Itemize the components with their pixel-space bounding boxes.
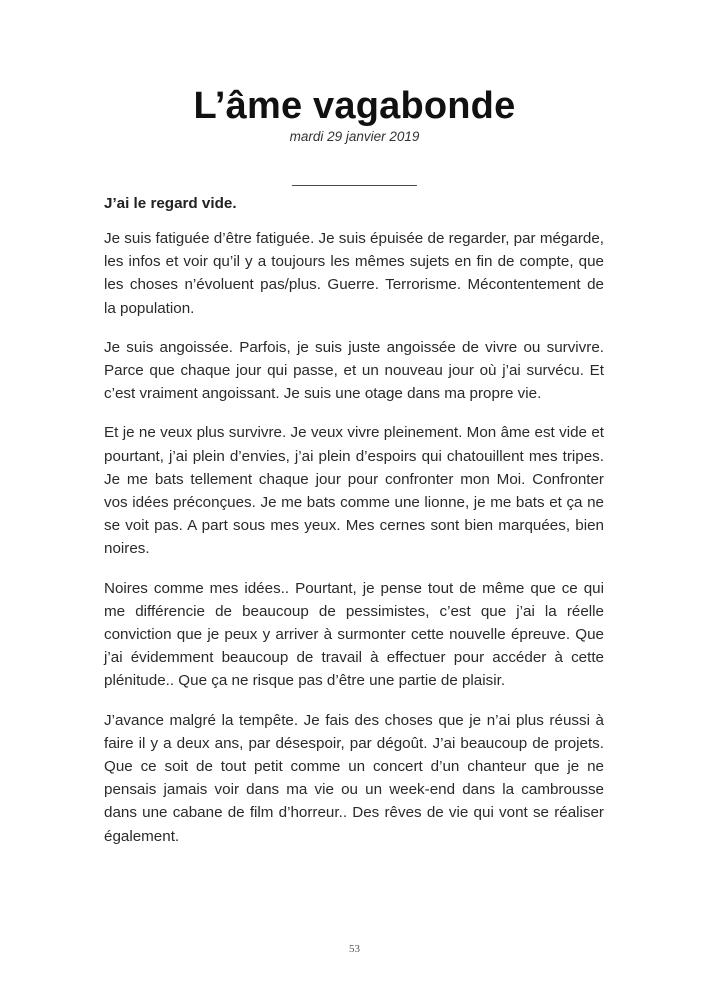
paragraph-3: Et je ne veux plus survivre. Je veux vivre pleinement. Mon âme est vide et pourtant, j’ai plein d’envies, j’ai plein d’espoirs qui chatouillent mes tripes. Je me bats tellement chaque jour pour confronter mon Moi. Confronter vos idées préconçues. Je me bats comme une lionne, je me bats et ça ne se voit pas. A part sous mes yeux. Mes cernes sont bien marquées, bien noires. [104, 424, 604, 558]
separator-line: ________________ [292, 170, 417, 186]
article-body [104, 192, 604, 864]
paragraph-5: J’avance malgré la tempête. Je fais des choses que je n’ai plus réussi à faire il y a deux ans, par désespoir, par dégoût. J’ai beaucoup de projets. Que ce soit de tout petit comme un concert d’un chanteur que je ne pensais jamais voir dans ma vie ou un week-end dans la cambrousse dans une cabane de film d’horreur.. Des rêves de vie qui vont se réaliser également. [104, 711, 604, 845]
page-title: L’âme vagabonde [193, 85, 516, 127]
lead-sentence: J’ai le regard vide. [104, 195, 237, 212]
paragraph-2: Je suis angoissée. Parfois, je suis juste angoissée de vivre ou survivre. Parce que chaque jour qui passe, et un nouveau jour où j’ai survécu. Et c’est vraiment angoissant. Je suis une otage dans ma propre vie. [104, 338, 604, 403]
page-number: 53 [349, 943, 360, 955]
paragraph-1: Je suis fatiguée d’être fatiguée. Je suis épuisée de regarder, par mégarde, les infos et voir qu’il y a toujours les mêmes sujets en fin de compte, que les choses n’évoluent pas/plus. Guerre. Terrorisme. Mécontentement de la population. [104, 230, 604, 317]
paragraph-4: Noires comme mes idées.. Pourtant, je pense tout de même que ce qui me différencie de beaucoup de pessimistes, c’est que j’ai la réelle conviction que je peux y arriver à surmonter cette nouvelle épreuve. Que j’ai évidemment beaucoup de travail à effectuer pour accéder à cette plénitude.. Que ça ne risque pas d’être une partie de plaisir. [104, 579, 604, 690]
post-date: mardi 29 janvier 2019 [289, 129, 420, 144]
